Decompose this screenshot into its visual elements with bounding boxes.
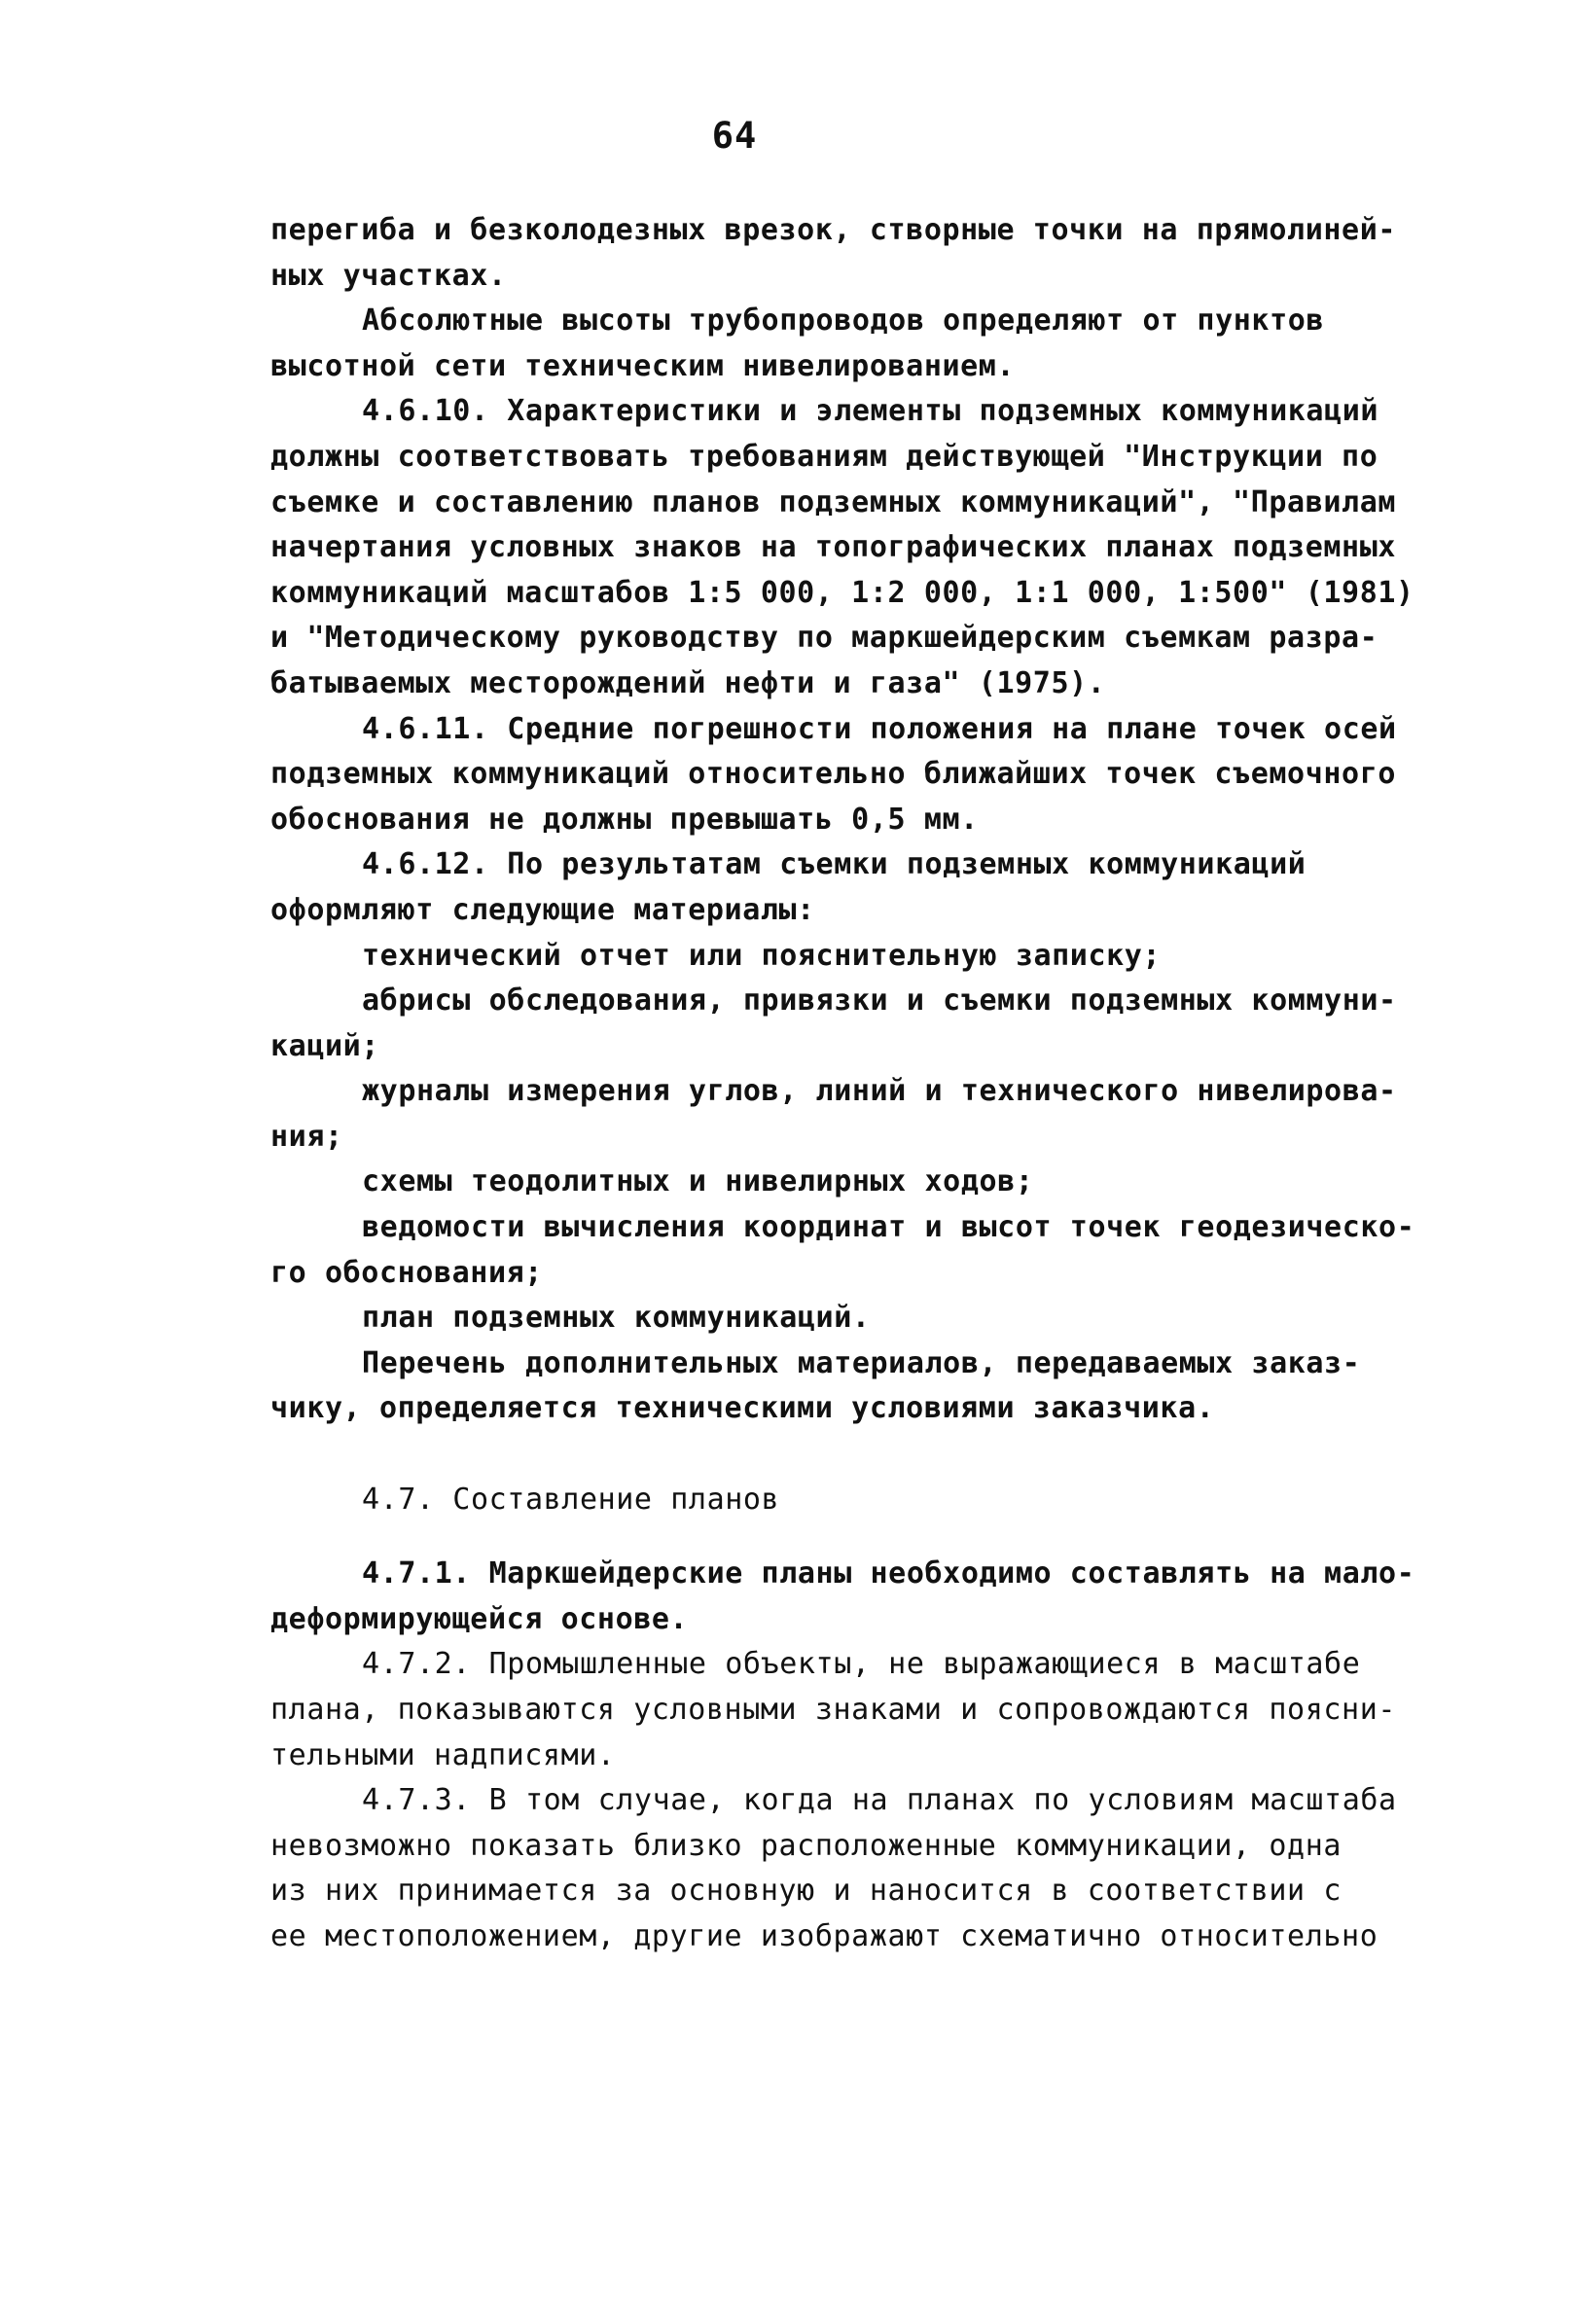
text-line: перегиба и безколодезных врезок, створные точки на прямолиней- (270, 213, 1397, 247)
spacer (270, 1432, 1457, 1478)
text-line: Абсолютные высоты трубопроводов определяют от пунктов (362, 304, 1325, 339)
text-line: абрисы обследования, привязки и съемки подземных коммуни- (362, 983, 1397, 1019)
text-line: из них принимается за основную и наносится в соответствии с (270, 1874, 1342, 1909)
text-line: журналы измерения углов, линий и технического нивелирова- (362, 1074, 1397, 1109)
text-line: ных участках. (270, 258, 507, 293)
text-line: обоснования не должны превышать 0,5 мм. (270, 802, 979, 837)
text-line: чику, определяется техническими условиями заказчика. (270, 1391, 1215, 1426)
text-line: деформирующейся основе. (270, 1601, 689, 1636)
text-line: план подземных коммуникаций. (362, 1301, 871, 1336)
text-line: го обоснования; (270, 1255, 543, 1290)
text-line: невозможно показать близко расположенные коммуникации, одна (270, 1828, 1342, 1863)
page-number: 64 (711, 115, 758, 157)
text-line: 4.6.12. По результатам съемки подземных коммуникаций (362, 847, 1307, 882)
text-line: тельными надписями. (270, 1737, 616, 1772)
text-line: подземных коммуникаций относительно ближайших точек съемочного (270, 757, 1397, 792)
text-line: 4.6.11. Средние погрешности положения на плане точек осей (362, 711, 1397, 746)
text-line: 4.7.2. Промышленные объекты, не выражающиеся в масштабе (362, 1647, 1361, 1682)
text-line: съемке и составлению планов подземных коммуникаций", "Правилам (270, 484, 1397, 519)
text-line: начертания условных знаков на топографических планах подземных (270, 530, 1397, 565)
text-line: батываемых месторождений нефти и газа" (1975). (270, 665, 1106, 700)
text-line: высотной сети техническим нивелированием. (270, 348, 1016, 383)
text-line: технический отчет или пояснительную записку; (362, 938, 1162, 973)
text-line: и "Методическому руководству по маркшейдерским съемкам разра- (270, 621, 1378, 656)
text-line: Перечень дополнительных материалов, передаваемых заказ- (362, 1345, 1361, 1380)
text-line: схемы теодолитных и нивелирных ходов; (362, 1164, 1034, 1199)
text-line: коммуникаций масштабов 1:5 000, 1:2 000, 1:1 000, 1:500" (1981) (270, 575, 1414, 610)
text-line: плана, показываются условными знаками и сопровождаются поясни- (270, 1693, 1397, 1727)
text-line: должны соответствовать требованиям действующей "Инструкции по (270, 439, 1378, 474)
text-line: 4.7.1. Маркшейдерские планы необходимо составлять на мало- (362, 1556, 1415, 1591)
text-line: ния; (270, 1119, 343, 1154)
body-text (270, 208, 1457, 1960)
text-line: оформляют следующие материалы: (270, 892, 815, 927)
text-line: ее местоположением, другие изображают схематично относительно (270, 1918, 1378, 1953)
spacer (270, 1522, 1457, 1552)
text-line: 4.7.3. В том случае, когда на планах по условиям масштаба (362, 1783, 1397, 1818)
text-line: каций; (270, 1028, 379, 1063)
text-line: ведомости вычисления координат и высот точек геодезическо- (362, 1210, 1415, 1245)
section-heading: 4.7. Составление планов (362, 1482, 780, 1517)
text-line: 4.6.10. Характеристики и элементы подземных коммуникаций (362, 394, 1379, 429)
